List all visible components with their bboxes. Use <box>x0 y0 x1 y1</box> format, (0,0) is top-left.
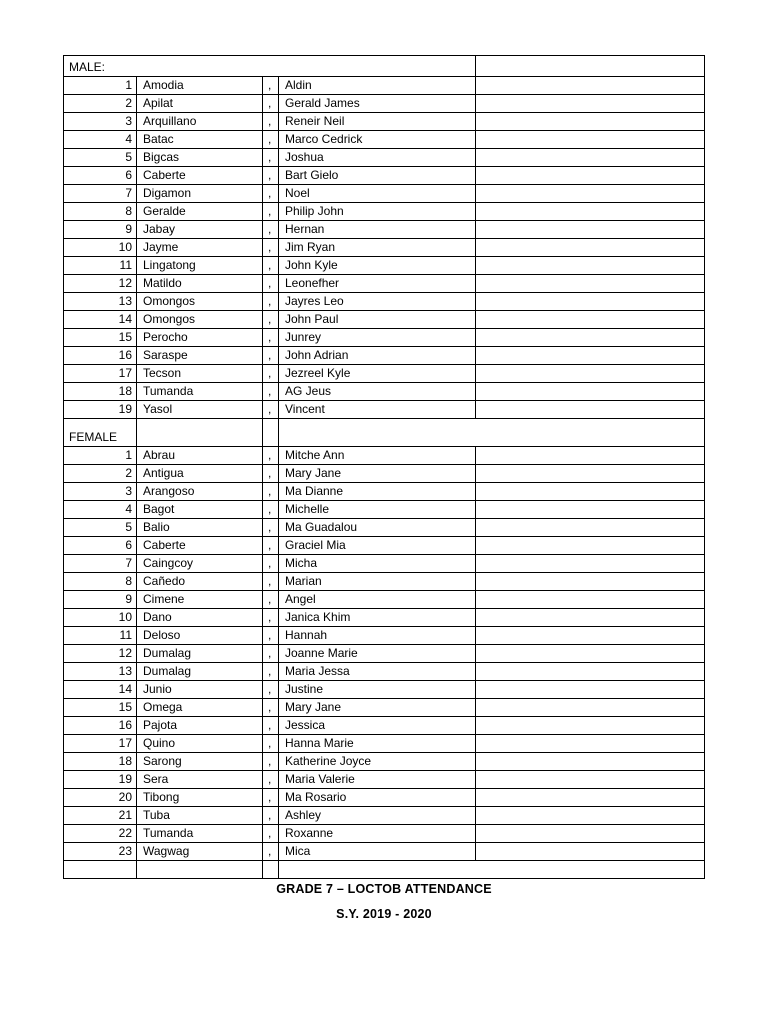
student-row <box>64 627 705 645</box>
student-first-name: Graciel Mia <box>279 537 476 555</box>
student-number: 8 <box>64 573 137 591</box>
student-last-name: Balio <box>137 519 263 537</box>
student-last-name: Caingcoy <box>137 555 263 573</box>
student-first-name: John Adrian <box>279 347 476 365</box>
name-separator: , <box>263 843 279 861</box>
name-separator: , <box>263 591 279 609</box>
student-number: 22 <box>64 825 137 843</box>
student-number: 7 <box>64 185 137 203</box>
attendance-cell <box>476 257 705 275</box>
school-year: S.Y. 2019 - 2020 <box>336 907 432 921</box>
attendance-cell <box>476 645 705 663</box>
student-first-name: Michelle <box>279 501 476 519</box>
student-last-name: Tuba <box>137 807 263 825</box>
student-last-name: Batac <box>137 131 263 149</box>
student-number: 16 <box>64 347 137 365</box>
student-first-name: Maria Valerie <box>279 771 476 789</box>
name-separator: , <box>263 329 279 347</box>
student-number: 19 <box>64 771 137 789</box>
student-first-name: Hannah <box>279 627 476 645</box>
student-row <box>64 699 705 717</box>
student-number: 2 <box>64 465 137 483</box>
student-last-name: Tecson <box>137 365 263 383</box>
attendance-cell <box>476 239 705 257</box>
student-first-name: Hanna Marie <box>279 735 476 753</box>
student-last-name: Pajota <box>137 717 263 735</box>
empty-cell <box>476 56 705 77</box>
name-separator: , <box>263 95 279 113</box>
student-row <box>64 825 705 843</box>
student-number: 15 <box>64 699 137 717</box>
student-row <box>64 95 705 113</box>
student-row <box>64 239 705 257</box>
student-first-name: Mary Jane <box>279 699 476 717</box>
student-row <box>64 131 705 149</box>
student-row <box>64 591 705 609</box>
attendance-cell <box>476 825 705 843</box>
student-first-name: Ma Dianne <box>279 483 476 501</box>
student-number: 18 <box>64 753 137 771</box>
student-first-name: Micha <box>279 555 476 573</box>
name-separator: , <box>263 221 279 239</box>
student-last-name: Sarong <box>137 753 263 771</box>
attendance-cell <box>476 789 705 807</box>
student-first-name: Jim Ryan <box>279 239 476 257</box>
name-separator: , <box>263 185 279 203</box>
name-separator: , <box>263 699 279 717</box>
student-first-name: Philip John <box>279 203 476 221</box>
attendance-cell <box>476 591 705 609</box>
attendance-cell <box>476 573 705 591</box>
student-number: 14 <box>64 311 137 329</box>
student-last-name: Digamon <box>137 185 263 203</box>
student-first-name: Joanne Marie <box>279 645 476 663</box>
female-header-row <box>64 419 705 447</box>
attendance-cell <box>476 131 705 149</box>
female-section-label: FEMALE <box>64 419 137 447</box>
blank-row <box>64 861 705 879</box>
name-separator: , <box>263 167 279 185</box>
student-last-name: Tumanda <box>137 383 263 401</box>
empty-cell <box>279 419 705 447</box>
attendance-cell <box>476 609 705 627</box>
student-last-name: Dumalag <box>137 663 263 681</box>
student-row <box>64 275 705 293</box>
student-number: 21 <box>64 807 137 825</box>
student-number: 5 <box>64 149 137 167</box>
student-number: 1 <box>64 447 137 465</box>
student-number: 13 <box>64 293 137 311</box>
name-separator: , <box>263 347 279 365</box>
student-last-name: Omongos <box>137 293 263 311</box>
attendance-cell <box>476 275 705 293</box>
name-separator: , <box>263 257 279 275</box>
name-separator: , <box>263 501 279 519</box>
student-first-name: Noel <box>279 185 476 203</box>
student-number: 9 <box>64 221 137 239</box>
student-first-name: Aldin <box>279 77 476 95</box>
student-row <box>64 555 705 573</box>
student-last-name: Omongos <box>137 311 263 329</box>
name-separator: , <box>263 789 279 807</box>
student-row <box>64 645 705 663</box>
student-row <box>64 203 705 221</box>
student-first-name: Jezreel Kyle <box>279 365 476 383</box>
student-row <box>64 807 705 825</box>
student-first-name: Junrey <box>279 329 476 347</box>
student-number: 1 <box>64 77 137 95</box>
name-separator: , <box>263 609 279 627</box>
name-separator: , <box>263 645 279 663</box>
student-last-name: Caberte <box>137 537 263 555</box>
student-row <box>64 753 705 771</box>
attendance-cell <box>476 95 705 113</box>
student-number: 4 <box>64 131 137 149</box>
student-first-name: Angel <box>279 591 476 609</box>
student-first-name: Marco Cedrick <box>279 131 476 149</box>
student-last-name: Arangoso <box>137 483 263 501</box>
student-row <box>64 735 705 753</box>
name-separator: , <box>263 113 279 131</box>
student-last-name: Yasol <box>137 401 263 419</box>
student-last-name: Junio <box>137 681 263 699</box>
student-last-name: Caberte <box>137 167 263 185</box>
name-separator: , <box>263 717 279 735</box>
student-first-name: Jessica <box>279 717 476 735</box>
name-separator: , <box>263 465 279 483</box>
student-row <box>64 221 705 239</box>
attendance-cell <box>476 717 705 735</box>
student-last-name: Jabay <box>137 221 263 239</box>
student-first-name: Jayres Leo <box>279 293 476 311</box>
student-number: 3 <box>64 483 137 501</box>
attendance-cell <box>476 681 705 699</box>
student-row <box>64 383 705 401</box>
student-last-name: Saraspe <box>137 347 263 365</box>
student-row <box>64 329 705 347</box>
attendance-cell <box>476 465 705 483</box>
student-last-name: Amodia <box>137 77 263 95</box>
attendance-cell <box>476 293 705 311</box>
student-last-name: Arquillano <box>137 113 263 131</box>
empty-cell <box>137 419 263 447</box>
name-separator: , <box>263 627 279 645</box>
name-separator: , <box>263 663 279 681</box>
roster-body <box>64 56 705 879</box>
name-separator: , <box>263 537 279 555</box>
student-number: 23 <box>64 843 137 861</box>
name-separator: , <box>263 519 279 537</box>
student-number: 5 <box>64 519 137 537</box>
student-row <box>64 573 705 591</box>
student-number: 8 <box>64 203 137 221</box>
student-row <box>64 519 705 537</box>
student-row <box>64 77 705 95</box>
student-number: 6 <box>64 167 137 185</box>
attendance-cell <box>476 483 705 501</box>
student-number: 17 <box>64 365 137 383</box>
attendance-cell <box>476 753 705 771</box>
student-row <box>64 681 705 699</box>
student-last-name: Sera <box>137 771 263 789</box>
student-first-name: Maria Jessa <box>279 663 476 681</box>
student-row <box>64 843 705 861</box>
student-last-name: Matildo <box>137 275 263 293</box>
male-header-row <box>64 56 705 77</box>
attendance-cell <box>476 401 705 419</box>
student-row <box>64 447 705 465</box>
attendance-cell <box>476 311 705 329</box>
attendance-table <box>63 55 705 879</box>
student-number: 16 <box>64 717 137 735</box>
attendance-cell <box>476 735 705 753</box>
student-last-name: Wagwag <box>137 843 263 861</box>
empty-cell <box>137 861 263 879</box>
student-row <box>64 789 705 807</box>
student-last-name: Bigcas <box>137 149 263 167</box>
name-separator: , <box>263 825 279 843</box>
student-number: 11 <box>64 627 137 645</box>
student-number: 15 <box>64 329 137 347</box>
attendance-cell <box>476 203 705 221</box>
student-last-name: Abrau <box>137 447 263 465</box>
student-first-name: John Kyle <box>279 257 476 275</box>
student-first-name: Ma Guadalou <box>279 519 476 537</box>
student-first-name: AG Jeus <box>279 383 476 401</box>
empty-cell <box>263 861 279 879</box>
attendance-cell <box>476 807 705 825</box>
student-last-name: Perocho <box>137 329 263 347</box>
name-separator: , <box>263 483 279 501</box>
student-first-name: John Paul <box>279 311 476 329</box>
name-separator: , <box>263 681 279 699</box>
student-row <box>64 167 705 185</box>
student-first-name: Leonefher <box>279 275 476 293</box>
student-number: 12 <box>64 645 137 663</box>
empty-cell <box>64 861 137 879</box>
name-separator: , <box>263 203 279 221</box>
attendance-cell <box>476 663 705 681</box>
student-first-name: Vincent <box>279 401 476 419</box>
student-row <box>64 365 705 383</box>
student-row <box>64 113 705 131</box>
attendance-cell <box>476 843 705 861</box>
attendance-cell <box>476 627 705 645</box>
attendance-cell <box>476 447 705 465</box>
student-row <box>64 293 705 311</box>
student-row <box>64 609 705 627</box>
name-separator: , <box>263 735 279 753</box>
student-number: 19 <box>64 401 137 419</box>
name-separator: , <box>263 807 279 825</box>
name-separator: , <box>263 383 279 401</box>
attendance-cell <box>476 167 705 185</box>
student-number: 11 <box>64 257 137 275</box>
student-last-name: Tumanda <box>137 825 263 843</box>
name-separator: , <box>263 311 279 329</box>
student-number: 10 <box>64 239 137 257</box>
attendance-cell <box>476 501 705 519</box>
student-number: 4 <box>64 501 137 519</box>
student-last-name: Deloso <box>137 627 263 645</box>
student-row <box>64 483 705 501</box>
student-number: 7 <box>64 555 137 573</box>
attendance-cell <box>476 347 705 365</box>
name-separator: , <box>263 753 279 771</box>
student-row <box>64 771 705 789</box>
student-last-name: Geralde <box>137 203 263 221</box>
student-row <box>64 347 705 365</box>
student-number: 12 <box>64 275 137 293</box>
student-number: 9 <box>64 591 137 609</box>
male-section-label: MALE: <box>64 56 476 77</box>
attendance-cell <box>476 113 705 131</box>
student-row <box>64 663 705 681</box>
student-row <box>64 185 705 203</box>
attendance-cell <box>476 221 705 239</box>
name-separator: , <box>263 149 279 167</box>
student-first-name: Justine <box>279 681 476 699</box>
name-separator: , <box>263 365 279 383</box>
student-number: 18 <box>64 383 137 401</box>
student-number: 10 <box>64 609 137 627</box>
student-first-name: Janica Khim <box>279 609 476 627</box>
student-last-name: Apilat <box>137 95 263 113</box>
name-separator: , <box>263 555 279 573</box>
student-number: 13 <box>64 663 137 681</box>
student-row <box>64 501 705 519</box>
student-last-name: Tibong <box>137 789 263 807</box>
name-separator: , <box>263 401 279 419</box>
attendance-cell <box>476 537 705 555</box>
student-row <box>64 149 705 167</box>
name-separator: , <box>263 275 279 293</box>
student-number: 20 <box>64 789 137 807</box>
student-last-name: Jayme <box>137 239 263 257</box>
student-last-name: Quino <box>137 735 263 753</box>
student-number: 14 <box>64 681 137 699</box>
student-row <box>64 717 705 735</box>
student-first-name: Ashley <box>279 807 476 825</box>
student-row <box>64 465 705 483</box>
student-last-name: Bagot <box>137 501 263 519</box>
student-last-name: Dano <box>137 609 263 627</box>
student-first-name: Roxanne <box>279 825 476 843</box>
attendance-cell <box>476 383 705 401</box>
student-first-name: Ma Rosario <box>279 789 476 807</box>
student-number: 6 <box>64 537 137 555</box>
student-first-name: Katherine Joyce <box>279 753 476 771</box>
student-first-name: Marian <box>279 573 476 591</box>
student-last-name: Cañedo <box>137 573 263 591</box>
student-row <box>64 311 705 329</box>
student-first-name: Bart Gielo <box>279 167 476 185</box>
name-separator: , <box>263 293 279 311</box>
attendance-cell <box>476 555 705 573</box>
student-number: 17 <box>64 735 137 753</box>
student-first-name: Hernan <box>279 221 476 239</box>
attendance-cell <box>476 771 705 789</box>
student-number: 3 <box>64 113 137 131</box>
student-row <box>64 257 705 275</box>
student-last-name: Cimene <box>137 591 263 609</box>
student-row <box>64 401 705 419</box>
student-last-name: Dumalag <box>137 645 263 663</box>
student-first-name: Joshua <box>279 149 476 167</box>
attendance-cell <box>476 185 705 203</box>
student-first-name: Mitche Ann <box>279 447 476 465</box>
student-last-name: Antigua <box>137 465 263 483</box>
student-first-name: Mica <box>279 843 476 861</box>
student-first-name: Mary Jane <box>279 465 476 483</box>
student-first-name: Gerald James <box>279 95 476 113</box>
attendance-cell <box>476 329 705 347</box>
attendance-cell <box>476 77 705 95</box>
student-first-name: Reneir Neil <box>279 113 476 131</box>
name-separator: , <box>263 573 279 591</box>
attendance-cell <box>476 365 705 383</box>
student-number: 2 <box>64 95 137 113</box>
student-last-name: Lingatong <box>137 257 263 275</box>
attendance-cell <box>476 519 705 537</box>
student-row <box>64 537 705 555</box>
attendance-sheet <box>63 55 705 879</box>
sheet-title: GRADE 7 – LOCTOB ATTENDANCE <box>276 882 492 896</box>
name-separator: , <box>263 447 279 465</box>
name-separator: , <box>263 131 279 149</box>
empty-cell <box>279 861 705 879</box>
empty-cell <box>263 419 279 447</box>
student-last-name: Omega <box>137 699 263 717</box>
attendance-cell <box>476 699 705 717</box>
name-separator: , <box>263 77 279 95</box>
name-separator: , <box>263 239 279 257</box>
attendance-cell <box>476 149 705 167</box>
name-separator: , <box>263 771 279 789</box>
